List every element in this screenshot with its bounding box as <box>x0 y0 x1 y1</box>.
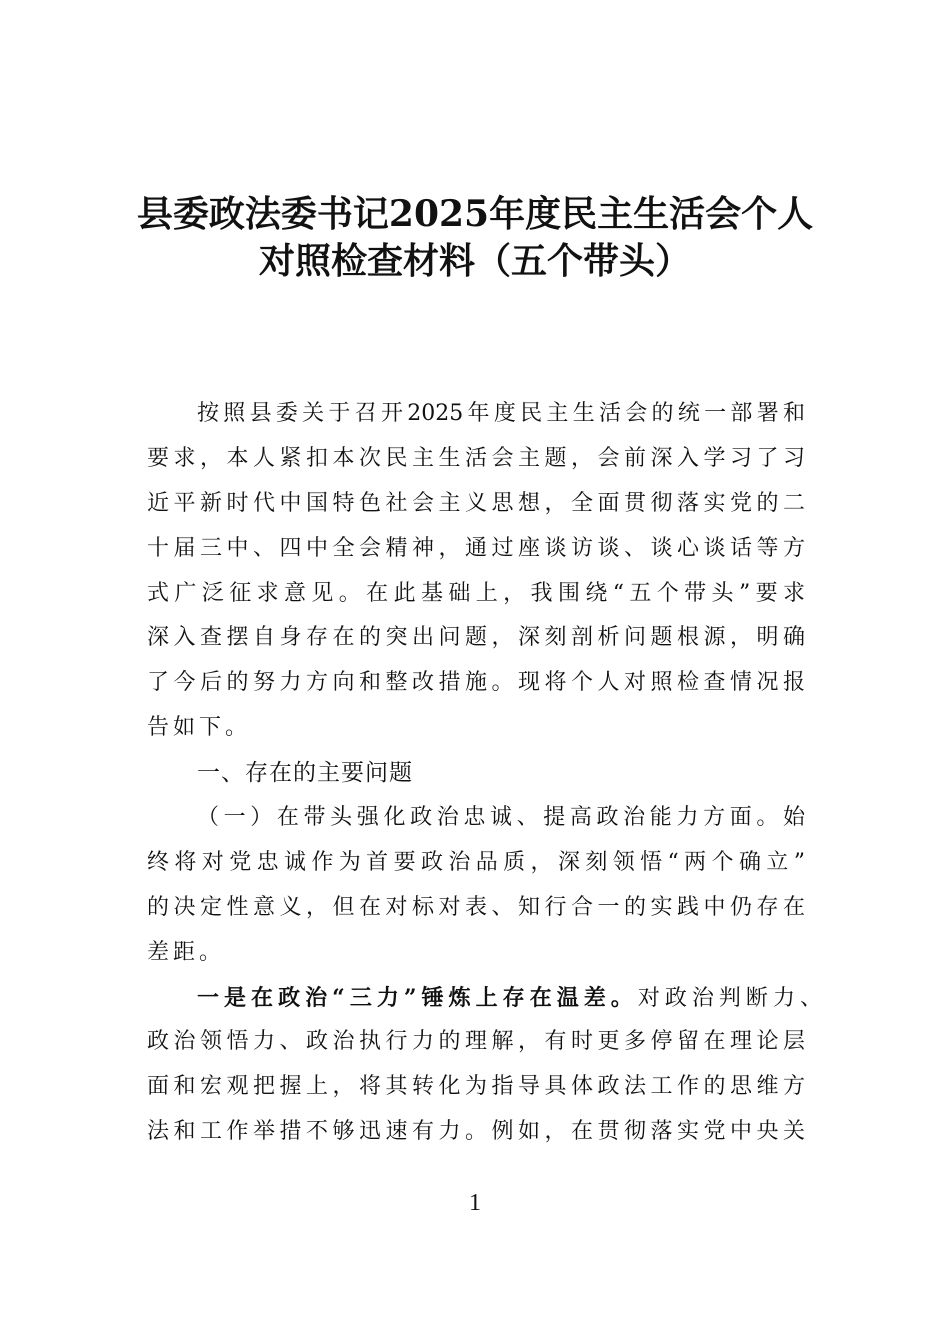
intro-line: 式广泛征求意见。在此基础上，我围绕“五个带头”要求 <box>147 580 805 606</box>
document-title-line-2: 对照检查材料（五个带头） <box>258 240 691 282</box>
subsection-line: 的决定性意义，但在对标对表、知行合一的实践中仍存在 <box>147 894 805 920</box>
intro-line: 告如下。 <box>147 715 252 741</box>
intro-line: 深入查摆自身存在的突出问题，深刻剖析问题根源，明确 <box>147 625 805 651</box>
point-line: 政治领悟力、政治执行力的理解，有时更多停留在理论层 <box>147 1029 805 1055</box>
subsection-line: （一）在带头强化政治忠诚、提高政治能力方面。始 <box>197 805 805 831</box>
document-body <box>147 392 822 1155</box>
subsection-line: 终将对党忠诚作为首要政治品质，深刻领悟“两个确立” <box>147 849 805 875</box>
point-line: 法和工作举措不够迅速有力。例如，在贯彻落实党中央关 <box>147 1119 805 1145</box>
page-number: 1 <box>469 1190 481 1216</box>
point-line: 面和宏观把握上，将其转化为指导具体政法工作的思维方 <box>147 1074 805 1100</box>
subsection-line: 差距。 <box>147 939 226 965</box>
intro-line: 按照县委关于召开2025年度民主生活会的统一部署和 <box>197 401 805 426</box>
point-lead-rest: 对政治判断力、 <box>637 985 822 1011</box>
intro-line: 十届三中、四中全会精神，通过座谈访谈、谈心谈话等方 <box>147 535 805 561</box>
point-first-line <box>197 976 822 1021</box>
document-title-line-1: 县委政法委书记2025年度民主生活会个人 <box>136 193 814 235</box>
intro-line: 了今后的努力方向和整改措施。现将个人对照检查情况报 <box>147 670 805 696</box>
intro-line: 近平新时代中国特色社会主义思想，全面贯彻落实党的二 <box>147 490 805 516</box>
intro-line: 要求，本人紧扣本次民主生活会主题，会前深入学习了习 <box>147 445 805 471</box>
section-heading: 一、存在的主要问题 <box>197 760 413 787</box>
point-lead-bold: 一是在政治“三力”锤炼上存在温差。 <box>197 984 638 1011</box>
